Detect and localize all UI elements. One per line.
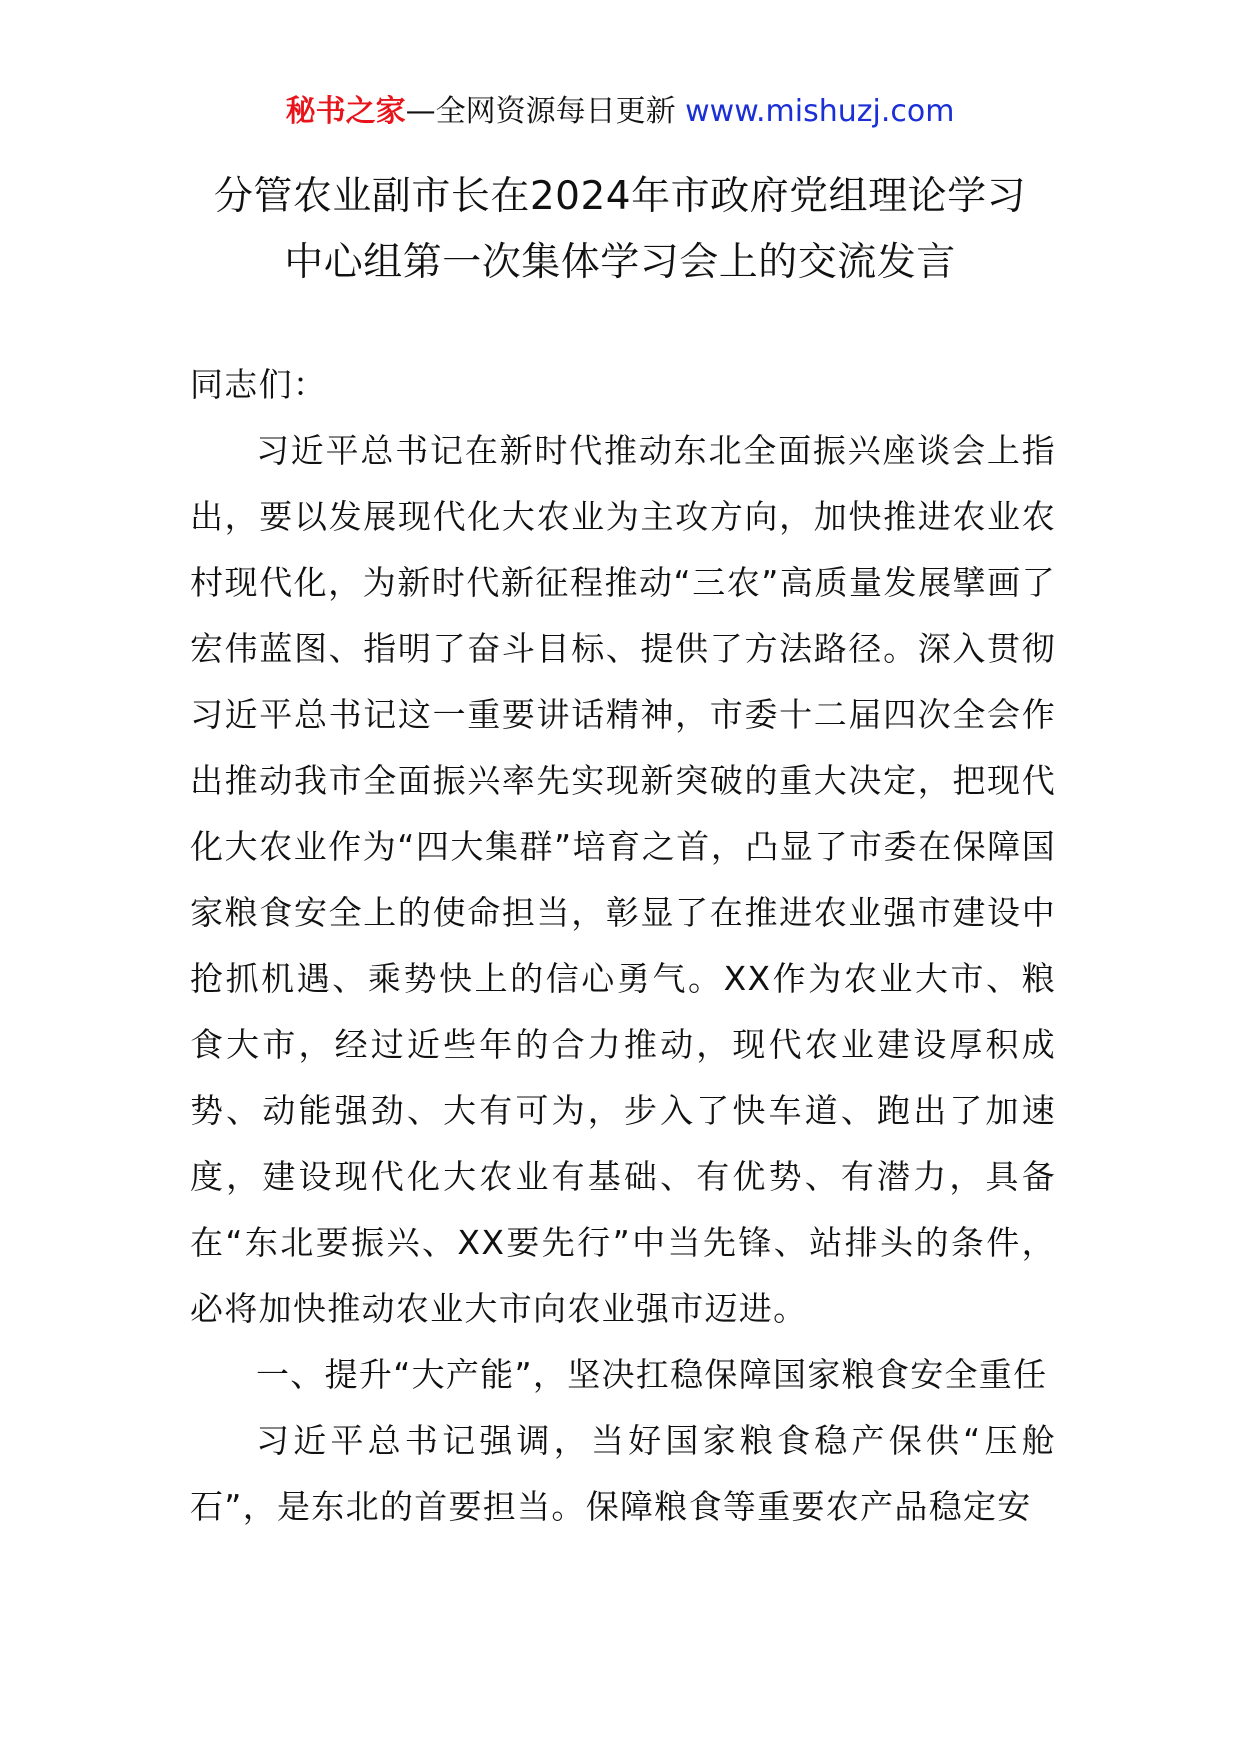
site-url-link[interactable]: www.mishuzj.com xyxy=(685,94,955,129)
salutation: 同志们： xyxy=(190,365,328,404)
document-body xyxy=(190,352,1056,1540)
paragraph-section-1: 习近平总书记强调，当好国家粮食稳产保供“压舱石”，是东北的首要担当。保障粮食等重要农产品稳定安 xyxy=(190,1421,1056,1526)
title-line-2: 中心组第一次集体学习会上的交流发言 xyxy=(284,240,956,285)
document-title xyxy=(0,164,1240,296)
section-heading-1: 一、提升“大产能”，坚决扛稳保障国家粮食安全重任 xyxy=(256,1355,1048,1394)
site-banner xyxy=(0,92,1240,132)
paragraph-intro: 习近平总书记在新时代推动东北全面振兴座谈会上指出，要以发展现代化大农业为主攻方向，加快推进农业农村现代化，为新时代新征程推动“三农”高质量发展擘画了宏伟蓝图、指明了奋斗目标、提供了方法路径。深入贯彻习近平总书记这一重要讲话精神，市委十二届四次全会作出推动我市全面振兴率先实现新突破的重大决定，把现代化大农业作为“四大集群”培育之首，凸显了市委在保障国家粮食安全上的使命担当，彰显了在推进农业强市建设中抢抓机遇、乘势快上的信心勇气。XX作为农业大市、粮食大市，经过近些年的合力推动，现代农业建设厚积成势、动能强劲、大有可为，步入了快车道、跑出了加速度，建设现代化大农业有基础、有优势、有潜力，具备在“东北要振兴、XX要先行”中当先锋、站排头的条件，必将加快推动农业大市向农业强市迈进。 xyxy=(190,431,1056,1328)
brand-name: 秘书之家 xyxy=(285,94,406,129)
title-line-1: 分管农业副市长在2024年市政府党组理论学习 xyxy=(213,174,1027,219)
banner-tagline: —全网资源每日更新 xyxy=(405,94,676,129)
